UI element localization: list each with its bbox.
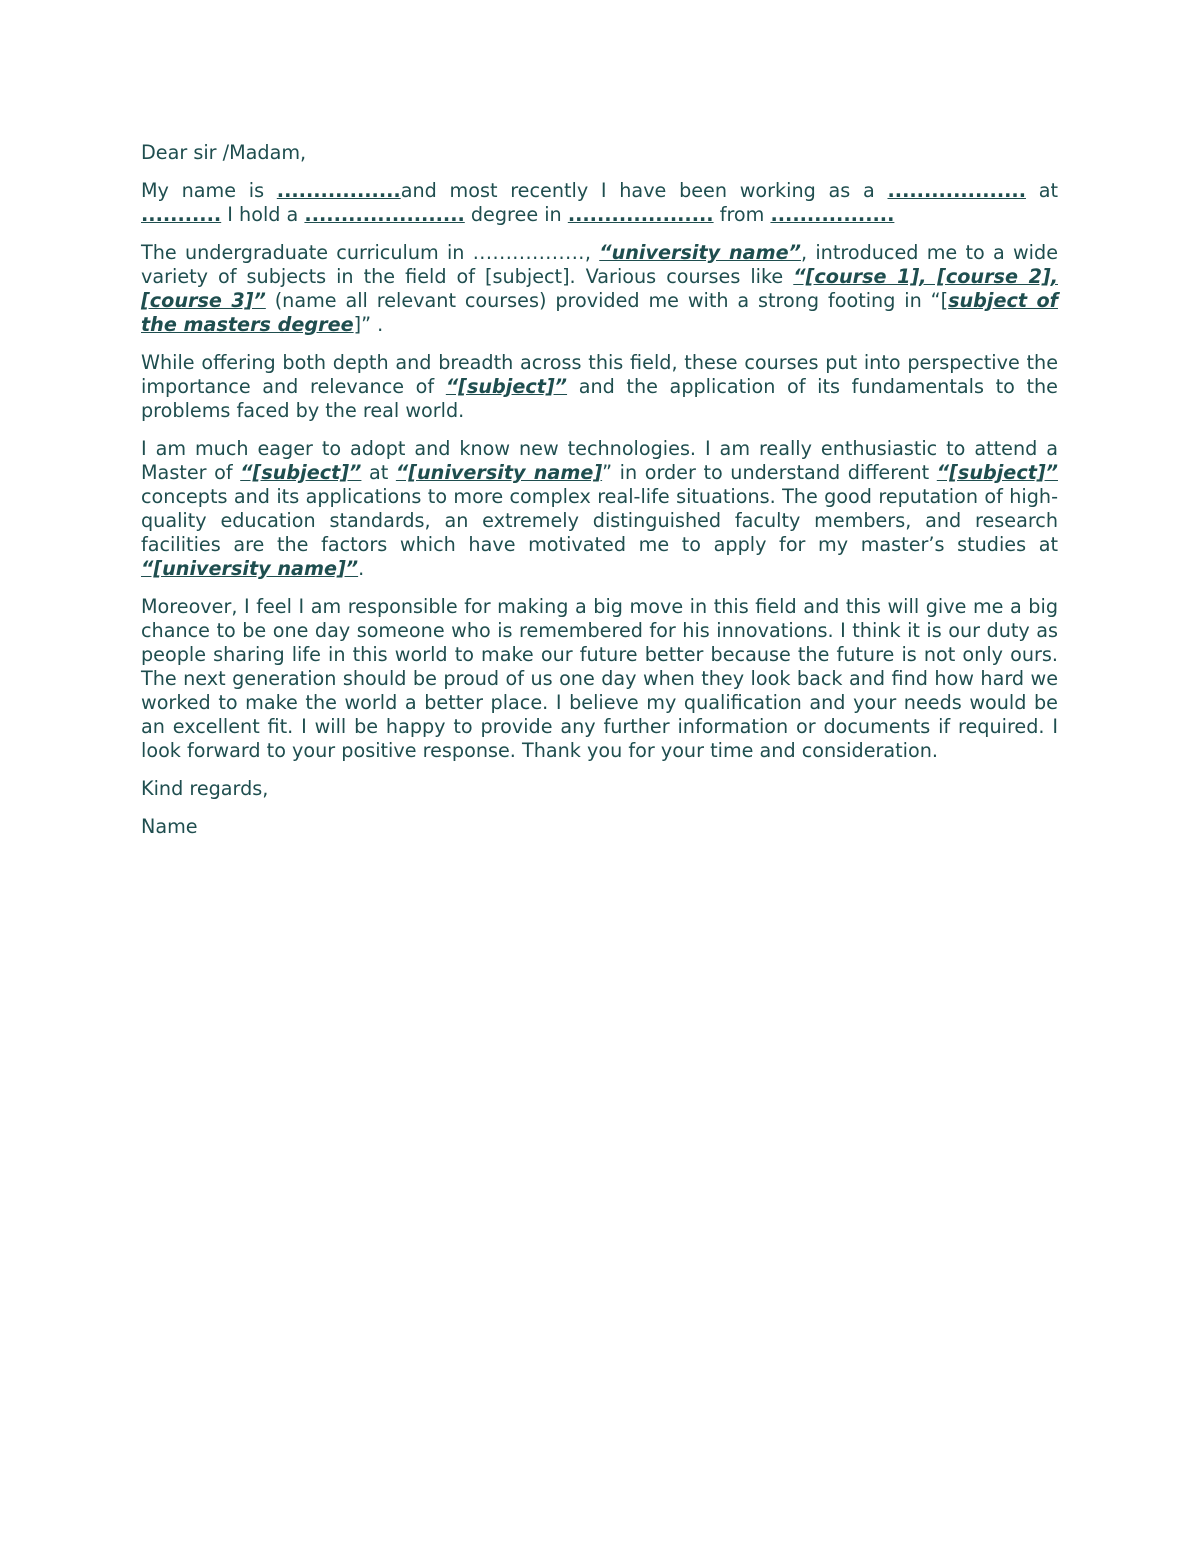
intro-text-3: at bbox=[1026, 179, 1058, 202]
curriculum-text-1: The undergraduate curriculum in bbox=[141, 241, 473, 264]
curriculum-text-2: , bbox=[584, 241, 600, 264]
motivation-text-1: I am much eager to adopt and know new technologies. I am really enthusiastic to attend a Master of bbox=[141, 437, 1058, 484]
depth-paragraph bbox=[141, 351, 1058, 423]
curriculum-blank: ................. bbox=[472, 241, 585, 264]
signature-name: Name bbox=[141, 815, 198, 838]
subject-placeholder: “[subject]” bbox=[240, 461, 362, 484]
letter-page bbox=[141, 141, 1058, 853]
motivation-text-5: . bbox=[358, 557, 365, 580]
curriculum-text-3: , introduced me to a wide variety of subjects in the field of [subject]. Various courses like bbox=[141, 241, 1058, 288]
intro-text-2: and most recently I have been working as a bbox=[400, 179, 888, 202]
motivation-text-2: at bbox=[361, 461, 396, 484]
employer-blank: ........... bbox=[141, 203, 222, 226]
degree-blank: ...................... bbox=[304, 203, 465, 226]
motivation-text-3: ” in order to understand different bbox=[602, 461, 937, 484]
university-name-placeholder: “[university name] bbox=[395, 461, 603, 484]
courses-placeholder: “[course 1], [course 2], [course 3]” bbox=[141, 265, 1058, 312]
motivation-paragraph bbox=[141, 437, 1058, 581]
intro-text-6: from bbox=[713, 203, 771, 226]
motivation-text-4: concepts and its applications to more complex real-life situations. The good reputation of high-quality education standards, an extremely distinguished faculty members, and research facilities are the factors which have motivated me to apply for my master’s studies at bbox=[141, 485, 1058, 556]
closing-paragraph: Moreover, I feel I am responsible for making a big move in this field and this will give me a big chance to be one day someone who is remembered for his innovations. I think it is our duty as people sharing life in this world to make our future better because the future is not only ours. The next generation should be proud of us one day when they look back and find how hard we worked to make the world a better place. I believe my qualification and your needs would be an excellent fit. I will be happy to provide any further information or documents if required. I look forward to your positive response. Thank you for your time and consideration. bbox=[141, 595, 1058, 762]
curriculum-text-4: (name all relevant courses) provided me with a strong footing in “[ bbox=[265, 289, 949, 312]
intro-text-1: My name is bbox=[141, 179, 277, 202]
closing-phrase: Kind regards, bbox=[141, 777, 269, 800]
field-blank: .................... bbox=[567, 203, 714, 226]
subject-placeholder: “[subject]” bbox=[445, 375, 568, 398]
curriculum-paragraph bbox=[141, 241, 1058, 337]
institution-blank: ................. bbox=[770, 203, 895, 226]
name-blank: ................. bbox=[276, 179, 401, 202]
university-name-placeholder: “university name” bbox=[599, 241, 801, 264]
university-name-placeholder: “[university name]” bbox=[141, 557, 359, 580]
depth-text-1: While offering both depth and breadth across this field, these courses put into perspective the importance and relevance of bbox=[141, 351, 1058, 398]
intro-text-4: I hold a bbox=[221, 203, 305, 226]
salutation: Dear sir /Madam, bbox=[141, 141, 307, 164]
intro-paragraph bbox=[141, 179, 1058, 227]
job-title-blank: ................... bbox=[887, 179, 1026, 202]
masters-subject-placeholder: subject of the masters degree bbox=[141, 289, 1058, 336]
depth-text-2: and the application of its fundamentals to the problems faced by the real world. bbox=[141, 375, 1058, 422]
curriculum-text-5: ]” . bbox=[353, 313, 384, 336]
intro-text-5: degree in bbox=[464, 203, 568, 226]
subject-placeholder: “[subject]” bbox=[936, 461, 1058, 484]
